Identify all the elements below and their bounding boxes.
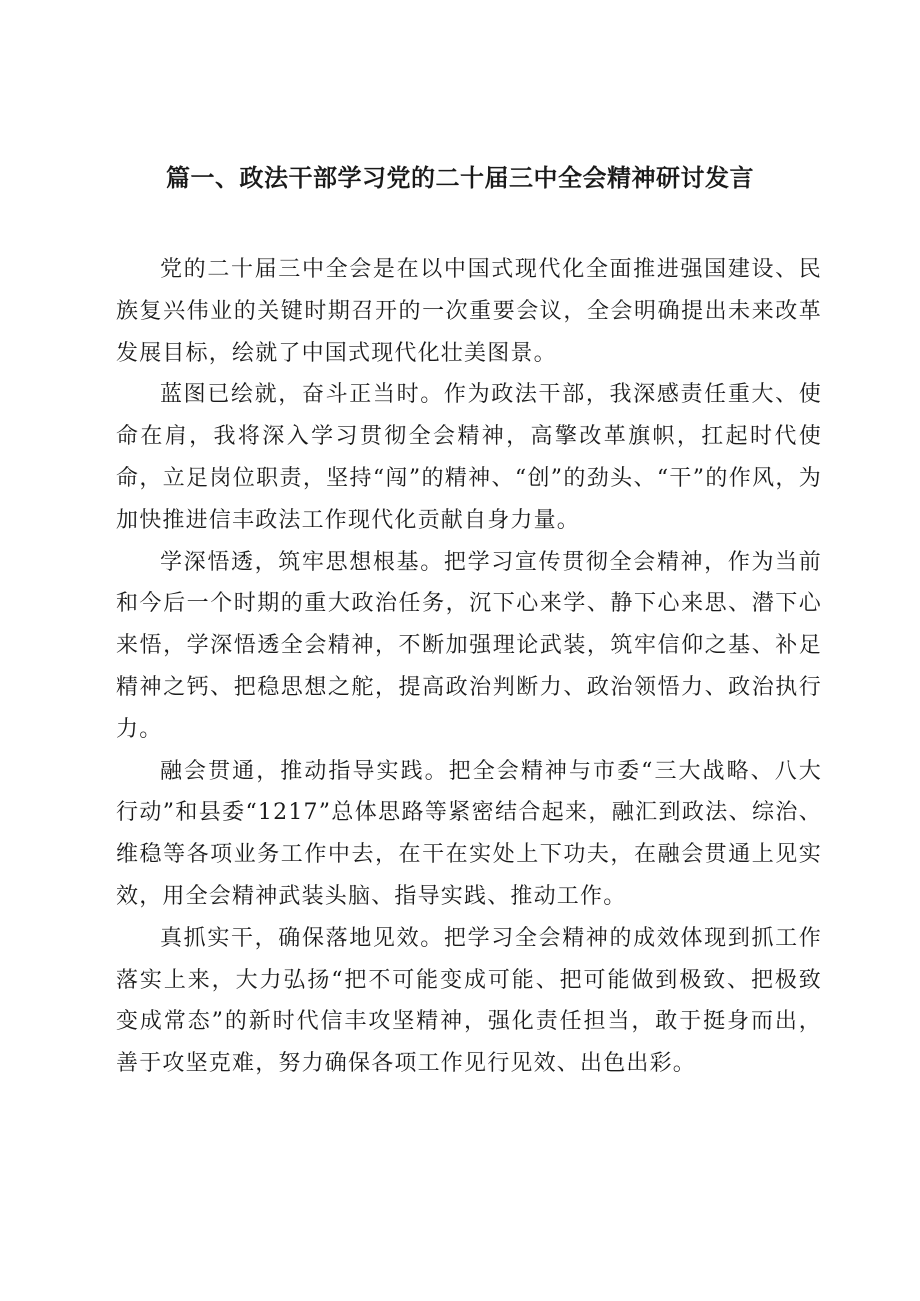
paragraph: 学深悟透，筑牢思想根基。把学习宣传贯彻全会精神，作为当前和今后一个时期的重大政治任务，沉下心来学、静下心来思、潜下心来悟，学深悟透全会精神，不断加强理论武装，筑牢信仰之基、补足精神之钙、把稳思想之舵，提高政治判断力、政治领悟力、政治执行力。: [116, 549, 822, 742]
paragraph: 真抓实干，确保落地见效。把学习全会精神的成效体现到抓工作落实上来，大力弘扬“把不可能变成可能、把可能做到极致、把极致变成常态”的新时代信丰攻坚精神，强化责任担当，敢于挺身而出，善于攻坚克难，努力确保各项工作见行见效、出色出彩。: [116, 925, 822, 1077]
document-title: 篇一、政法干部学习党的二十届三中全会精神研讨发言: [166, 164, 754, 192]
paragraph: 蓝图已绘就，奋斗正当时。作为政法干部，我深感责任重大、使命在肩，我将深入学习贯彻全会精神，高擎改革旗帜，扛起时代使命，立足岗位职责，坚持“闯”的精神、“创”的劲头、“干”的作风，为加快推进信丰政法工作现代化贡献自身力量。: [116, 382, 822, 533]
document-body: [116, 249, 822, 1085]
paragraph: 党的二十届三中全会是在以中国式现代化全面推进强国建设、民族复兴伟业的关键时期召开的一次重要会议，全会明确提出未来改革发展目标，绘就了中国式现代化壮美图景。: [116, 257, 822, 366]
paragraph: 融会贯通，推动指导实践。把全会精神与市委“三大战略、八大行动”和县委“1217”总体思路等紧密结合起来，融汇到政法、综治、维稳等各项业务工作中去，在干在实处上下功夫，在融会贯通上见实效，用全会精神武装头脑、指导实践、推动工作。: [116, 758, 822, 909]
